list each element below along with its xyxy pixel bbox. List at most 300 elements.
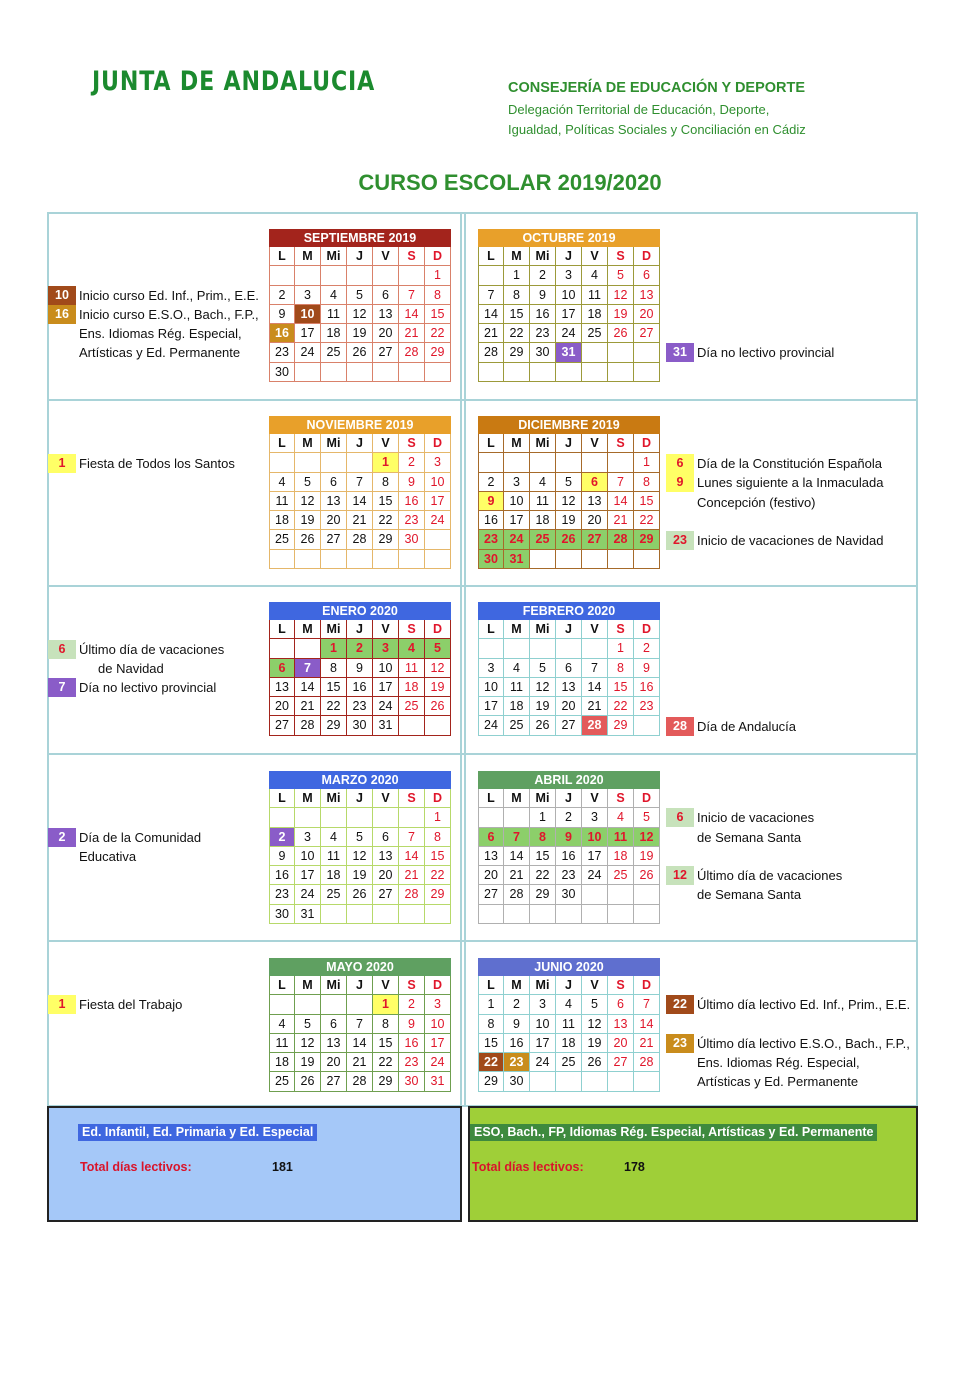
calendar-empty-cell bbox=[478, 808, 504, 827]
calendar-empty-cell bbox=[530, 905, 556, 924]
calendar-day: 15 bbox=[530, 847, 556, 866]
calendar-day: 8 bbox=[425, 828, 451, 847]
legend-badge: 1 bbox=[48, 995, 76, 1014]
legend-text: de Navidad bbox=[98, 661, 164, 676]
legend-item bbox=[48, 995, 182, 1014]
weekday-header: S bbox=[608, 976, 634, 995]
calendar-day: 17 bbox=[295, 866, 321, 885]
legend-item bbox=[48, 343, 240, 362]
summary-infantil bbox=[47, 1106, 462, 1222]
weekday-header: Mi bbox=[530, 434, 556, 453]
calendar-day: 9 bbox=[347, 659, 373, 678]
calendar-empty-cell bbox=[269, 550, 295, 569]
calendar-day: 18 bbox=[321, 866, 347, 885]
row-divider bbox=[47, 753, 918, 755]
summary-eso-label: ESO, Bach., FP, Idiomas Rég. Especial, Artísticas y Ed. Permanente bbox=[470, 1124, 877, 1141]
calendar-day: 25 bbox=[269, 530, 295, 549]
calendar-day: 18 bbox=[321, 324, 347, 343]
calendar-day: 15 bbox=[373, 1034, 399, 1053]
calendar-day: 19 bbox=[530, 697, 556, 716]
calendar-empty-cell bbox=[399, 363, 425, 382]
legend-text: Fiesta de Todos los Santos bbox=[79, 456, 235, 471]
calendar-day: 4 bbox=[399, 639, 425, 658]
calendar-day: 14 bbox=[504, 847, 530, 866]
month-header: NOVIEMBRE 2019 bbox=[269, 416, 451, 434]
calendar-day: 19 bbox=[295, 1053, 321, 1072]
calendar-empty-cell bbox=[504, 639, 530, 658]
weekday-header: Mi bbox=[321, 789, 347, 808]
legend-badge: 28 bbox=[666, 717, 694, 736]
calendar-day: 25 bbox=[608, 866, 634, 885]
calendar-day: 2 bbox=[556, 808, 582, 827]
calendar-day: 6 bbox=[582, 473, 608, 492]
calendar-empty-cell bbox=[399, 716, 425, 735]
calendar-day: 31 bbox=[373, 716, 399, 735]
calendar-day: 27 bbox=[321, 1072, 347, 1091]
calendar-day: 16 bbox=[399, 1034, 425, 1053]
calendar-day: 26 bbox=[582, 1053, 608, 1072]
calendar-day: 1 bbox=[504, 266, 530, 285]
legend-badge: 22 bbox=[666, 995, 694, 1014]
legend-item bbox=[48, 305, 259, 324]
calendar-empty-cell bbox=[399, 266, 425, 285]
calendar-day: 30 bbox=[269, 363, 295, 382]
legend-text: Último día lectivo Ed. Inf., Prim., E.E. bbox=[697, 997, 911, 1012]
legend-text: Último día de vacaciones bbox=[79, 642, 225, 657]
calendar-day: 5 bbox=[295, 473, 321, 492]
calendar-day: 1 bbox=[530, 808, 556, 827]
calendar-day: 24 bbox=[478, 716, 504, 735]
legend-badge: 7 bbox=[48, 678, 76, 697]
weekday-header: S bbox=[608, 789, 634, 808]
weekday-header: J bbox=[347, 789, 373, 808]
weekday-header: V bbox=[373, 247, 399, 266]
calendar-empty-cell bbox=[373, 550, 399, 569]
calendar-empty-cell bbox=[321, 550, 347, 569]
calendar-day: 29 bbox=[478, 1072, 504, 1091]
weekday-header: Mi bbox=[321, 976, 347, 995]
calendar-day: 22 bbox=[530, 866, 556, 885]
calendar-day: 13 bbox=[582, 492, 608, 511]
calendar-day: 27 bbox=[582, 530, 608, 549]
calendar-day: 22 bbox=[608, 697, 634, 716]
calendar-day: 17 bbox=[556, 305, 582, 324]
calendar-day: 26 bbox=[556, 530, 582, 549]
calendar-day: 27 bbox=[608, 1053, 634, 1072]
calendar-day: 29 bbox=[425, 885, 451, 904]
calendar-day: 27 bbox=[373, 343, 399, 362]
month-header: ABRIL 2020 bbox=[478, 771, 660, 789]
legend-badge: 6 bbox=[666, 808, 694, 827]
weekday-header: L bbox=[269, 434, 295, 453]
month-header: JUNIO 2020 bbox=[478, 958, 660, 976]
calendar-empty-cell bbox=[373, 363, 399, 382]
calendar-day: 9 bbox=[504, 1015, 530, 1034]
calendar-day: 12 bbox=[295, 1034, 321, 1053]
calendar-day: 12 bbox=[295, 492, 321, 511]
month-grid bbox=[269, 247, 451, 382]
calendar-empty-cell bbox=[425, 716, 451, 735]
calendar-day: 13 bbox=[556, 678, 582, 697]
weekday-header: L bbox=[478, 620, 504, 639]
calendar-day: 23 bbox=[504, 1053, 530, 1072]
calendar-empty-cell bbox=[347, 363, 373, 382]
calendar-empty-cell bbox=[269, 266, 295, 285]
calendar-day: 30 bbox=[504, 1072, 530, 1091]
calendar-empty-cell bbox=[582, 885, 608, 904]
weekday-header: V bbox=[373, 976, 399, 995]
weekday-header: V bbox=[582, 789, 608, 808]
calendar-day: 23 bbox=[399, 1053, 425, 1072]
calendar-day: 21 bbox=[634, 1034, 660, 1053]
calendar-day: 29 bbox=[504, 343, 530, 362]
weekday-header: D bbox=[634, 789, 660, 808]
calendar-day: 21 bbox=[478, 324, 504, 343]
calendar-empty-cell bbox=[321, 808, 347, 827]
weekday-header: D bbox=[634, 434, 660, 453]
total-label: Total días lectivos: bbox=[80, 1160, 192, 1174]
calendar-day: 1 bbox=[634, 453, 660, 472]
calendar-day: 10 bbox=[530, 1015, 556, 1034]
calendar-empty-cell bbox=[399, 550, 425, 569]
calendar-day: 11 bbox=[269, 1034, 295, 1053]
legend-item bbox=[666, 343, 834, 362]
calendar-day: 22 bbox=[634, 511, 660, 530]
calendar-day: 1 bbox=[373, 995, 399, 1014]
weekday-header: Mi bbox=[530, 976, 556, 995]
calendar-day: 12 bbox=[608, 286, 634, 305]
weekday-header: L bbox=[478, 789, 504, 808]
calendar-day: 20 bbox=[373, 324, 399, 343]
weekday-header: J bbox=[556, 620, 582, 639]
legend-text: Día de la Comunidad bbox=[79, 830, 202, 845]
legend-text: Ens. Idiomas Rég. Especial, bbox=[697, 1055, 860, 1070]
row-divider bbox=[47, 399, 918, 401]
calendar-day: 12 bbox=[347, 305, 373, 324]
weekday-header: J bbox=[347, 247, 373, 266]
calendar-day: 6 bbox=[634, 266, 660, 285]
weekday-header: L bbox=[269, 789, 295, 808]
calendar-empty-cell bbox=[425, 550, 451, 569]
calendar-day: 28 bbox=[504, 885, 530, 904]
calendar-day: 17 bbox=[478, 697, 504, 716]
calendar-empty-cell bbox=[295, 266, 321, 285]
legend-item bbox=[48, 324, 242, 343]
legend-item bbox=[666, 717, 796, 736]
calendar-day: 23 bbox=[530, 324, 556, 343]
calendar-day: 12 bbox=[347, 847, 373, 866]
calendar-day: 8 bbox=[425, 286, 451, 305]
calendar-day: 18 bbox=[608, 847, 634, 866]
calendar-empty-cell bbox=[478, 453, 504, 472]
total-value: 178 bbox=[624, 1160, 645, 1174]
total-label: Total días lectivos: bbox=[472, 1160, 584, 1174]
legend-text: Inicio curso E.S.O., Bach., F.P., bbox=[79, 307, 259, 322]
calendar-day: 23 bbox=[634, 697, 660, 716]
legend-item bbox=[666, 454, 882, 473]
calendar-empty-cell bbox=[530, 1072, 556, 1091]
legend-text: Último día de vacaciones bbox=[697, 868, 843, 883]
calendar-may bbox=[269, 958, 451, 1092]
weekday-header: L bbox=[269, 976, 295, 995]
calendar-empty-cell bbox=[504, 808, 530, 827]
calendar-day: 4 bbox=[321, 828, 347, 847]
calendar-day: 13 bbox=[478, 847, 504, 866]
calendar-day: 19 bbox=[556, 511, 582, 530]
calendar-day: 8 bbox=[608, 659, 634, 678]
calendar-day: 7 bbox=[399, 286, 425, 305]
calendar-day: 6 bbox=[321, 473, 347, 492]
calendar-empty-cell bbox=[269, 453, 295, 472]
calendar-day: 28 bbox=[295, 716, 321, 735]
month-header: MAYO 2020 bbox=[269, 958, 451, 976]
summary-infantil-label: Ed. Infantil, Ed. Primaria y Ed. Especial bbox=[78, 1124, 317, 1141]
calendar-day: 13 bbox=[321, 492, 347, 511]
calendar-day: 17 bbox=[504, 511, 530, 530]
calendar-day: 10 bbox=[373, 659, 399, 678]
legend-text: Artísticas y Ed. Permanente bbox=[79, 345, 241, 360]
calendar-empty-cell bbox=[530, 363, 556, 382]
calendar-day: 19 bbox=[295, 511, 321, 530]
calendar-day: 23 bbox=[478, 530, 504, 549]
calendar-february bbox=[478, 602, 660, 736]
calendar-day: 12 bbox=[425, 659, 451, 678]
calendar-day: 31 bbox=[425, 1072, 451, 1091]
calendar-empty-cell bbox=[582, 1072, 608, 1091]
calendar-day: 13 bbox=[321, 1034, 347, 1053]
calendar-empty-cell bbox=[478, 363, 504, 382]
calendar-day: 17 bbox=[295, 324, 321, 343]
month-grid bbox=[269, 620, 451, 736]
calendar-day: 2 bbox=[634, 639, 660, 658]
calendar-day: 18 bbox=[530, 511, 556, 530]
calendar-day: 13 bbox=[373, 305, 399, 324]
calendar-november bbox=[269, 416, 451, 569]
calendar-day: 3 bbox=[295, 286, 321, 305]
calendar-day: 5 bbox=[582, 995, 608, 1014]
weekday-header: V bbox=[373, 434, 399, 453]
calendar-day: 3 bbox=[556, 266, 582, 285]
calendar-day: 17 bbox=[582, 847, 608, 866]
calendar-day: 7 bbox=[399, 828, 425, 847]
calendar-day: 21 bbox=[347, 511, 373, 530]
calendar-empty-cell bbox=[556, 453, 582, 472]
legend-item bbox=[48, 286, 259, 305]
calendar-empty-cell bbox=[556, 639, 582, 658]
calendar-empty-cell bbox=[634, 885, 660, 904]
calendar-day: 16 bbox=[504, 1034, 530, 1053]
calendar-day: 5 bbox=[425, 639, 451, 658]
calendar-day: 20 bbox=[373, 866, 399, 885]
calendar-empty-cell bbox=[347, 453, 373, 472]
calendar-day: 3 bbox=[478, 659, 504, 678]
calendar-day: 15 bbox=[634, 492, 660, 511]
calendar-day: 7 bbox=[347, 1015, 373, 1034]
calendar-empty-cell bbox=[295, 995, 321, 1014]
legend-text: Concepción (festivo) bbox=[697, 495, 816, 510]
calendar-day: 14 bbox=[478, 305, 504, 324]
calendar-day: 30 bbox=[399, 530, 425, 549]
calendar-day: 6 bbox=[321, 1015, 347, 1034]
calendar-day: 26 bbox=[347, 885, 373, 904]
calendar-day: 20 bbox=[556, 697, 582, 716]
month-header: FEBRERO 2020 bbox=[478, 602, 660, 620]
calendar-day: 8 bbox=[504, 286, 530, 305]
legend-item bbox=[666, 866, 842, 885]
calendar-day: 21 bbox=[295, 697, 321, 716]
calendar-day: 29 bbox=[634, 530, 660, 549]
calendar-day: 11 bbox=[269, 492, 295, 511]
calendar-day: 26 bbox=[634, 866, 660, 885]
calendar-day: 11 bbox=[556, 1015, 582, 1034]
calendar-day: 21 bbox=[504, 866, 530, 885]
calendar-day: 10 bbox=[582, 828, 608, 847]
calendar-empty-cell bbox=[608, 1072, 634, 1091]
calendar-day: 24 bbox=[295, 885, 321, 904]
legend-badge: 12 bbox=[666, 866, 694, 885]
calendar-day: 26 bbox=[425, 697, 451, 716]
calendar-day: 4 bbox=[530, 473, 556, 492]
calendar-day: 29 bbox=[530, 885, 556, 904]
calendar-day: 28 bbox=[347, 530, 373, 549]
weekday-header: D bbox=[425, 247, 451, 266]
calendar-day: 14 bbox=[608, 492, 634, 511]
weekday-header: M bbox=[295, 620, 321, 639]
calendar-day: 16 bbox=[556, 847, 582, 866]
weekday-header: D bbox=[425, 434, 451, 453]
calendar-day: 25 bbox=[556, 1053, 582, 1072]
calendar-empty-cell bbox=[608, 363, 634, 382]
calendar-day: 3 bbox=[530, 995, 556, 1014]
calendar-day: 16 bbox=[478, 511, 504, 530]
calendar-day: 19 bbox=[347, 866, 373, 885]
calendar-day: 21 bbox=[347, 1053, 373, 1072]
calendar-day: 27 bbox=[634, 324, 660, 343]
weekday-header: D bbox=[425, 976, 451, 995]
legend-text: de Semana Santa bbox=[697, 830, 802, 845]
weekday-header: M bbox=[504, 789, 530, 808]
calendar-day: 12 bbox=[530, 678, 556, 697]
calendar-day: 11 bbox=[504, 678, 530, 697]
calendar-day: 7 bbox=[634, 995, 660, 1014]
calendar-day: 1 bbox=[425, 808, 451, 827]
calendar-day: 20 bbox=[634, 305, 660, 324]
calendar-day: 23 bbox=[399, 511, 425, 530]
calendar-april bbox=[478, 771, 660, 924]
calendar-empty-cell bbox=[399, 905, 425, 924]
calendar-empty-cell bbox=[478, 266, 504, 285]
calendar-day: 4 bbox=[608, 808, 634, 827]
calendar-day: 21 bbox=[608, 511, 634, 530]
calendar-day: 23 bbox=[269, 343, 295, 362]
calendar-day: 24 bbox=[295, 343, 321, 362]
calendar-day: 8 bbox=[530, 828, 556, 847]
legend-item bbox=[666, 995, 910, 1014]
calendar-day: 26 bbox=[295, 530, 321, 549]
weekday-header: M bbox=[504, 434, 530, 453]
calendar-day: 16 bbox=[269, 866, 295, 885]
calendar-day: 20 bbox=[582, 511, 608, 530]
calendar-day: 3 bbox=[373, 639, 399, 658]
calendar-day: 30 bbox=[478, 550, 504, 569]
calendar-day: 26 bbox=[347, 343, 373, 362]
legend-badge: 23 bbox=[666, 531, 694, 550]
month-header: SEPTIEMBRE 2019 bbox=[269, 229, 451, 247]
calendar-day: 16 bbox=[347, 678, 373, 697]
calendar-day: 9 bbox=[530, 286, 556, 305]
weekday-header: V bbox=[373, 620, 399, 639]
weekday-header: D bbox=[634, 620, 660, 639]
calendar-day: 20 bbox=[478, 866, 504, 885]
calendar-empty-cell bbox=[634, 363, 660, 382]
weekday-header: S bbox=[399, 434, 425, 453]
calendar-empty-cell bbox=[321, 905, 347, 924]
calendar-day: 12 bbox=[582, 1015, 608, 1034]
calendar-day: 12 bbox=[556, 492, 582, 511]
weekday-header: J bbox=[556, 789, 582, 808]
calendar-day: 26 bbox=[608, 324, 634, 343]
calendar-empty-cell bbox=[582, 550, 608, 569]
calendar-day: 14 bbox=[634, 1015, 660, 1034]
delegation-line-2: Igualdad, Políticas Sociales y Conciliación en Cádiz bbox=[508, 122, 806, 137]
calendar-empty-cell bbox=[347, 266, 373, 285]
calendar-day: 23 bbox=[347, 697, 373, 716]
calendar-day: 22 bbox=[321, 697, 347, 716]
calendar-day: 24 bbox=[530, 1053, 556, 1072]
calendar-empty-cell bbox=[295, 453, 321, 472]
weekday-header: M bbox=[504, 976, 530, 995]
weekday-header: J bbox=[347, 620, 373, 639]
calendar-empty-cell bbox=[269, 995, 295, 1014]
calendar-empty-cell bbox=[556, 363, 582, 382]
calendar-day: 28 bbox=[399, 885, 425, 904]
calendar-day: 5 bbox=[347, 828, 373, 847]
weekday-header: M bbox=[295, 434, 321, 453]
legend-item bbox=[666, 531, 883, 550]
weekday-header: V bbox=[582, 247, 608, 266]
calendar-day: 10 bbox=[295, 305, 321, 324]
month-header: MARZO 2020 bbox=[269, 771, 451, 789]
calendar-day: 28 bbox=[634, 1053, 660, 1072]
calendar-day: 5 bbox=[634, 808, 660, 827]
summary-eso bbox=[468, 1106, 918, 1222]
calendar-day: 30 bbox=[556, 885, 582, 904]
calendar-day: 10 bbox=[556, 286, 582, 305]
calendar-day: 16 bbox=[634, 678, 660, 697]
calendar-day: 25 bbox=[582, 324, 608, 343]
calendar-day: 31 bbox=[295, 905, 321, 924]
weekday-header: S bbox=[399, 789, 425, 808]
calendar-day: 17 bbox=[425, 492, 451, 511]
weekday-header: S bbox=[399, 620, 425, 639]
calendar-day: 24 bbox=[582, 866, 608, 885]
calendar-day: 1 bbox=[478, 995, 504, 1014]
legend-item bbox=[67, 659, 164, 678]
calendar-day: 14 bbox=[347, 492, 373, 511]
weekday-header: V bbox=[582, 976, 608, 995]
legend-item bbox=[666, 808, 814, 827]
calendar-day: 29 bbox=[425, 343, 451, 362]
calendar-day: 5 bbox=[347, 286, 373, 305]
calendar-day: 8 bbox=[373, 473, 399, 492]
calendar-empty-cell bbox=[321, 453, 347, 472]
weekday-header: Mi bbox=[321, 434, 347, 453]
calendar-day: 19 bbox=[425, 678, 451, 697]
calendar-day: 28 bbox=[582, 716, 608, 735]
calendar-day: 22 bbox=[478, 1053, 504, 1072]
calendar-empty-cell bbox=[634, 905, 660, 924]
calendar-day: 23 bbox=[556, 866, 582, 885]
